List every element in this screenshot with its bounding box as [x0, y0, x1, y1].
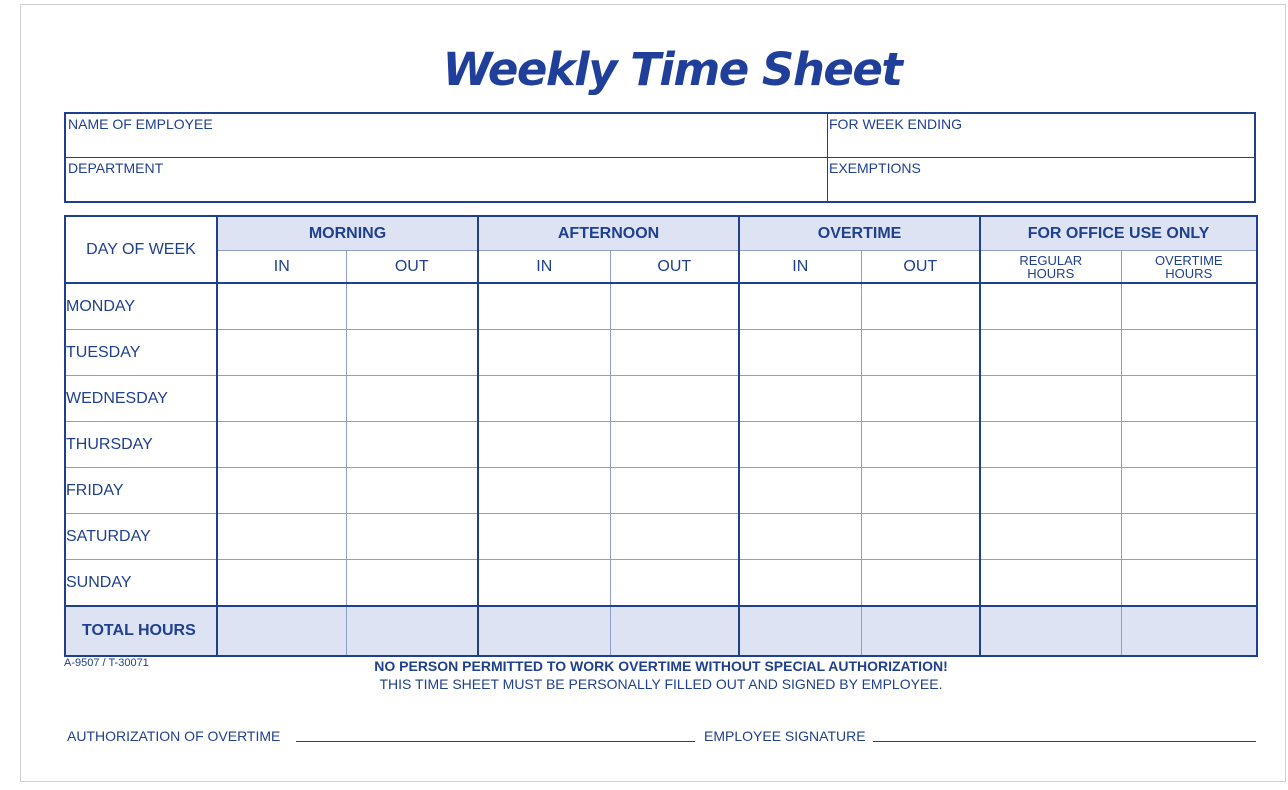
employee-name-field[interactable]: NAME OF EMPLOYEE: [68, 116, 213, 132]
morning-out-cell[interactable]: [346, 283, 478, 330]
overtime-in-cell[interactable]: [739, 514, 861, 560]
overtime-hours-cell[interactable]: [1121, 560, 1257, 607]
morning-out-cell[interactable]: [346, 422, 478, 468]
regular-hours-cell[interactable]: [980, 283, 1121, 330]
day-label: WEDNESDAY: [65, 376, 217, 422]
overtime-hours-cell[interactable]: [1121, 422, 1257, 468]
overtime-out-cell[interactable]: [861, 560, 980, 607]
afternoon-out-cell[interactable]: [610, 422, 739, 468]
overtime-out-cell[interactable]: [861, 283, 980, 330]
afternoon-in-header: IN: [478, 251, 610, 284]
morning-out-cell[interactable]: [346, 468, 478, 514]
total-hours-label: TOTAL HOURS: [65, 606, 217, 656]
day-row: [65, 422, 1257, 468]
afternoon-out-header: OUT: [610, 251, 739, 284]
overtime-hours-cell[interactable]: [1121, 330, 1257, 376]
total-overtime-out[interactable]: [861, 606, 980, 656]
overtime-hours-cell[interactable]: [1121, 468, 1257, 514]
morning-in-cell[interactable]: [217, 560, 346, 607]
overtime-out-cell[interactable]: [861, 514, 980, 560]
total-overtime-hours[interactable]: [1121, 606, 1257, 656]
total-overtime-in[interactable]: [739, 606, 861, 656]
day-of-week-header: DAY OF WEEK: [65, 216, 217, 283]
afternoon-out-cell[interactable]: [610, 376, 739, 422]
day-row: [65, 330, 1257, 376]
overtime-out-header: OUT: [861, 251, 980, 284]
total-regular-hours[interactable]: [980, 606, 1121, 656]
overtime-in-header: IN: [739, 251, 861, 284]
regular-hours-line2: HOURS: [1027, 265, 1075, 281]
page-title: Weekly Time Sheet: [442, 43, 902, 96]
afternoon-in-cell[interactable]: [478, 514, 610, 560]
regular-hours-header: [980, 251, 1121, 284]
morning-in-cell[interactable]: [217, 376, 346, 422]
overtime-hours-cell[interactable]: [1121, 376, 1257, 422]
form-code: A-9507 / T-30071: [64, 657, 149, 669]
week-ending-field[interactable]: FOR WEEK ENDING: [829, 116, 963, 132]
overtime-in-cell[interactable]: [739, 422, 861, 468]
day-row: [65, 468, 1257, 514]
overtime-out-cell[interactable]: [861, 376, 980, 422]
afternoon-in-cell[interactable]: [478, 376, 610, 422]
afternoon-in-cell[interactable]: [478, 283, 610, 330]
overtime-in-cell[interactable]: [739, 468, 861, 514]
day-label: THURSDAY: [65, 422, 217, 468]
afternoon-in-cell[interactable]: [478, 330, 610, 376]
day-row: [65, 283, 1257, 330]
overtime-out-cell[interactable]: [861, 330, 980, 376]
morning-in-cell[interactable]: [217, 514, 346, 560]
afternoon-out-cell[interactable]: [610, 330, 739, 376]
afternoon-out-cell[interactable]: [610, 468, 739, 514]
authorization-signature-line[interactable]: [296, 741, 695, 742]
afternoon-in-cell[interactable]: [478, 468, 610, 514]
morning-out-cell[interactable]: [346, 560, 478, 607]
overtime-hours-cell[interactable]: [1121, 283, 1257, 330]
employee-info-box: [64, 112, 1256, 203]
employee-signature-line[interactable]: [873, 741, 1256, 742]
afternoon-out-cell[interactable]: [610, 514, 739, 560]
morning-in-cell[interactable]: [217, 468, 346, 514]
overtime-out-cell[interactable]: [861, 468, 980, 514]
morning-out-cell[interactable]: [346, 330, 478, 376]
total-morning-in[interactable]: [217, 606, 346, 656]
authorization-label: AUTHORIZATION OF OVERTIME: [67, 728, 281, 744]
overtime-out-cell[interactable]: [861, 422, 980, 468]
day-row: [65, 376, 1257, 422]
afternoon-out-cell[interactable]: [610, 560, 739, 607]
day-label: TUESDAY: [65, 330, 217, 376]
day-label: FRIDAY: [65, 468, 217, 514]
overtime-header: OVERTIME: [739, 216, 980, 251]
overtime-hours-cell[interactable]: [1121, 514, 1257, 560]
total-afternoon-out[interactable]: [610, 606, 739, 656]
regular-hours-cell[interactable]: [980, 422, 1121, 468]
morning-header: MORNING: [217, 216, 478, 251]
afternoon-out-cell[interactable]: [610, 283, 739, 330]
afternoon-in-cell[interactable]: [478, 422, 610, 468]
total-morning-out[interactable]: [346, 606, 478, 656]
time-table: [64, 215, 1258, 657]
overtime-hours-line1: OVERTIME: [1154, 252, 1223, 268]
morning-in-header: IN: [217, 251, 346, 284]
regular-hours-line1: REGULAR: [1019, 252, 1083, 268]
regular-hours-cell[interactable]: [980, 376, 1121, 422]
day-label: MONDAY: [65, 283, 217, 330]
morning-out-header: OUT: [346, 251, 478, 284]
employee-signature-label: EMPLOYEE SIGNATURE: [704, 728, 866, 744]
day-label: SATURDAY: [65, 514, 217, 560]
morning-in-cell[interactable]: [217, 422, 346, 468]
overtime-in-cell[interactable]: [739, 560, 861, 607]
overtime-in-cell[interactable]: [739, 330, 861, 376]
afternoon-in-cell[interactable]: [478, 560, 610, 607]
regular-hours-cell[interactable]: [980, 560, 1121, 607]
regular-hours-cell[interactable]: [980, 514, 1121, 560]
morning-in-cell[interactable]: [217, 283, 346, 330]
regular-hours-cell[interactable]: [980, 468, 1121, 514]
overtime-notice: NO PERSON PERMITTED TO WORK OVERTIME WITHOUT SPECIAL AUTHORIZATION!: [374, 658, 948, 674]
morning-out-cell[interactable]: [346, 376, 478, 422]
morning-out-cell[interactable]: [346, 514, 478, 560]
department-field[interactable]: DEPARTMENT: [68, 160, 164, 176]
regular-hours-cell[interactable]: [980, 330, 1121, 376]
signature-notice: THIS TIME SHEET MUST BE PERSONALLY FILLED OUT AND SIGNED BY EMPLOYEE.: [379, 676, 943, 692]
day-row: [65, 560, 1257, 607]
day-row: [65, 514, 1257, 560]
exemptions-field[interactable]: EXEMPTIONS: [829, 160, 921, 176]
overtime-hours-line2: HOURS: [1165, 265, 1213, 281]
overtime-in-cell[interactable]: [739, 283, 861, 330]
header-divider-horizontal: [66, 157, 1254, 158]
morning-in-cell[interactable]: [217, 330, 346, 376]
day-label: SUNDAY: [65, 560, 217, 607]
afternoon-header: AFTERNOON: [478, 216, 739, 251]
overtime-in-cell[interactable]: [739, 376, 861, 422]
overtime-hours-header: [1121, 251, 1257, 284]
total-afternoon-in[interactable]: [478, 606, 610, 656]
office-use-header: FOR OFFICE USE ONLY: [980, 216, 1257, 251]
